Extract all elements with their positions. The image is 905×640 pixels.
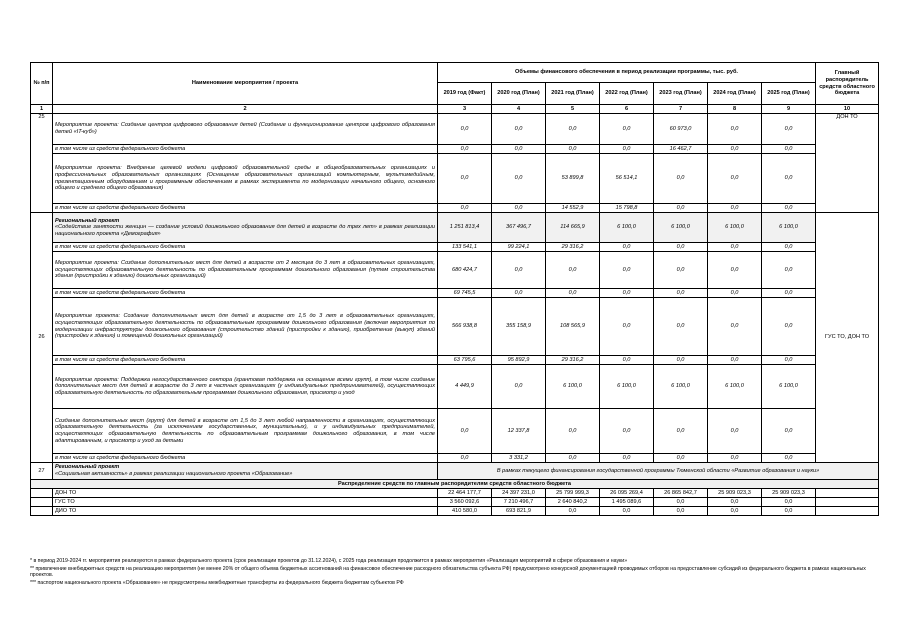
value-cell: 0,0 <box>654 289 708 298</box>
value-cell: 6 100,0 <box>762 365 816 409</box>
value-cell: 25 799 999,3 <box>546 489 600 498</box>
value-cell: 0,0 <box>600 298 654 356</box>
column-index: 1 <box>31 105 53 114</box>
value-cell: 99 224,1 <box>492 243 546 252</box>
value-cell: 0,0 <box>762 154 816 204</box>
value-cell: 12 337,8 <box>492 409 546 454</box>
value-cell: 693 821,9 <box>492 507 546 516</box>
value-cell: 0,0 <box>492 114 546 145</box>
value-cell: 410 580,0 <box>438 507 492 516</box>
value-cell: 56 514,1 <box>600 154 654 204</box>
value-cell: 6 100,0 <box>762 213 816 243</box>
owner-name: ДОН ТО <box>53 489 438 498</box>
value-cell: 0,0 <box>600 507 654 516</box>
value-cell: 0,0 <box>600 145 654 154</box>
table-row <box>31 498 879 507</box>
value-cell: 0,0 <box>762 252 816 289</box>
table-row <box>31 154 879 204</box>
table-row <box>31 356 879 365</box>
value-cell: 0,0 <box>762 498 816 507</box>
value-cell: 0,0 <box>762 409 816 454</box>
table-row <box>31 114 879 145</box>
row-description: Мероприятие проекта: Создание центров цифрового образования детей (Создание и функционирование центров цифрового образования детей «IT-куб») <box>53 114 438 145</box>
value-cell: 0,0 <box>546 145 600 154</box>
value-cell: 133 541,1 <box>438 243 492 252</box>
value-cell: 0,0 <box>762 507 816 516</box>
row-number: 26 <box>31 213 53 463</box>
value-cell: 6 100,0 <box>708 365 762 409</box>
value-cell: 1 251 813,4 <box>438 213 492 243</box>
value-cell: 95 892,9 <box>492 356 546 365</box>
value-cell: 0,0 <box>708 145 762 154</box>
table-row <box>31 213 879 243</box>
column-index: 4 <box>492 105 546 114</box>
value-cell: 15 798,8 <box>600 204 654 213</box>
row-description: в том числе из средств федерального бюджета <box>53 356 438 365</box>
project-title: Региональный проект <box>55 464 120 471</box>
column-index: 5 <box>546 105 600 114</box>
value-cell: 0,0 <box>492 145 546 154</box>
value-cell: 0,0 <box>654 252 708 289</box>
table-row <box>31 298 879 356</box>
table-row <box>31 454 879 463</box>
project-title: Региональный проект <box>55 217 120 224</box>
value-cell: 14 552,9 <box>546 204 600 213</box>
distribution-title: Распределение средств по главным распорядителям средств областного бюджета <box>31 480 879 489</box>
footnote: * в период 2019-2024 гг. мероприятия реализуются в рамках федерального проекта (срок реализации проектов до 31.12.2024), с 2025 года реализация продолжится в рамках мероприятия «Реализация мероприятий в сфере образования и науки» <box>30 558 628 564</box>
value-cell: 0,0 <box>492 289 546 298</box>
column-index: 3 <box>438 105 492 114</box>
table-row <box>31 409 879 454</box>
value-cell: 0,0 <box>600 114 654 145</box>
value-cell: 355 158,9 <box>492 298 546 356</box>
header-year: 2023 год (План) <box>654 83 708 105</box>
value-cell: 0,0 <box>708 154 762 204</box>
value-cell: 0,0 <box>762 289 816 298</box>
table-row <box>31 204 879 213</box>
value-cell: 0,0 <box>600 252 654 289</box>
value-cell: 0,0 <box>546 252 600 289</box>
owner-cell: ГУС ТО, ДОН ТО <box>816 213 879 463</box>
row-number: 25 <box>31 114 53 213</box>
value-cell: 0,0 <box>600 409 654 454</box>
value-cell: 0,0 <box>708 356 762 365</box>
value-cell: 0,0 <box>492 252 546 289</box>
value-cell: 0,0 <box>654 356 708 365</box>
blank-cell <box>31 489 53 498</box>
table-row <box>31 289 879 298</box>
value-cell: 0,0 <box>708 289 762 298</box>
table-row <box>31 463 879 480</box>
value-cell: 0,0 <box>762 243 816 252</box>
value-cell: 0,0 <box>438 204 492 213</box>
value-cell: 0,0 <box>546 409 600 454</box>
column-index: 9 <box>762 105 816 114</box>
value-cell: 4 449,9 <box>438 365 492 409</box>
blank-cell <box>816 498 879 507</box>
value-cell: 0,0 <box>708 498 762 507</box>
value-cell: 0,0 <box>654 154 708 204</box>
table-row <box>31 365 879 409</box>
value-cell: 108 565,9 <box>546 298 600 356</box>
value-cell: 0,0 <box>546 507 600 516</box>
table-row <box>31 252 879 289</box>
value-cell: 53 899,8 <box>546 154 600 204</box>
value-cell: 3 560 092,6 <box>438 498 492 507</box>
value-cell: 566 938,8 <box>438 298 492 356</box>
value-cell: 25 909 023,3 <box>762 489 816 498</box>
footnote: *** паспортом национального проекта «Образование» не предусмотрены межбюджетные трансферты из федерального бюджета бюджетам субъектов РФ <box>30 579 404 586</box>
row-description: в том числе из средств федерального бюджета <box>53 289 438 298</box>
value-cell: 680 424,7 <box>438 252 492 289</box>
value-cell: 0,0 <box>654 243 708 252</box>
value-cell: 367 496,7 <box>492 213 546 243</box>
value-cell: 25 909 023,3 <box>708 489 762 498</box>
value-cell: 0,0 <box>654 454 708 463</box>
value-cell: 0,0 <box>708 204 762 213</box>
value-cell: 6 100,0 <box>600 213 654 243</box>
header-year: 2022 год (План) <box>600 83 654 105</box>
footnote: ** привлечение внебюджетных средств на реализацию мероприятия (не менее 20% от общего объема бюджетных ассигнований на финансовое обеспечение расходного обязательства субъекта РФ) предусмотрено конкурсной документацией проводимых отборов на предоставление субсидий из федерального бюджета в рамках национальных проектов. <box>30 565 866 579</box>
value-cell: 0,0 <box>762 298 816 356</box>
column-index: 6 <box>600 105 654 114</box>
value-cell: 0,0 <box>654 204 708 213</box>
value-cell: 0,0 <box>546 289 600 298</box>
value-cell: 69 745,5 <box>438 289 492 298</box>
value-cell: 114 665,9 <box>546 213 600 243</box>
value-cell: 6 100,0 <box>708 213 762 243</box>
project-description <box>53 213 438 243</box>
value-cell: 2 640 840,2 <box>546 498 600 507</box>
value-cell: 0,0 <box>438 154 492 204</box>
header-financing-group: Объемы финансового обеспечения в период реализации программы, тыс. руб. <box>438 63 816 83</box>
row-description: в том числе из средств федерального бюджета <box>53 454 438 463</box>
value-cell: 0,0 <box>438 409 492 454</box>
project-text: «Социальная активность» в рамках реализации национального проекта «Образование» <box>55 471 293 477</box>
owner-name: ГУС ТО <box>53 498 438 507</box>
row-description: в том числе из средств федерального бюджета <box>53 243 438 252</box>
column-index: 7 <box>654 105 708 114</box>
value-cell: 6 100,0 <box>654 213 708 243</box>
value-cell: 0,0 <box>654 507 708 516</box>
value-cell: 0,0 <box>762 454 816 463</box>
value-cell: 29 316,2 <box>546 356 600 365</box>
value-cell: 0,0 <box>708 243 762 252</box>
value-cell: 60 973,0 <box>654 114 708 145</box>
value-cell: 0,0 <box>762 145 816 154</box>
row-description: Мероприятие проекта: Поддержка негосударственного сектора (грантовая поддержка на оснащение всеми групп), в том числе создание дополнительных мест для детей в возрасте до 3 лет в частных организациях (у индивидуальных предпринимателей), осуществляющих образовательную деятельность по образовательным программам дошкольного образования, присмотр и уход <box>53 365 438 409</box>
column-index: 2 <box>53 105 438 114</box>
header-year: 2019 год (Факт) <box>438 83 492 105</box>
value-cell: 0,0 <box>708 409 762 454</box>
header-owner: Главный распорядитель средств областного бюджета <box>816 63 879 105</box>
value-cell: 0,0 <box>762 114 816 145</box>
value-cell: 0,0 <box>600 243 654 252</box>
value-cell: 0,0 <box>762 356 816 365</box>
value-cell: 26 865 842,7 <box>654 489 708 498</box>
header-name: Наименование мероприятия / проекта <box>53 63 438 105</box>
value-cell: 0,0 <box>708 507 762 516</box>
header-num: № п/п <box>31 63 53 105</box>
row-description: Мероприятие проекта: Внедрение целевой модели цифровой образовательной среды в общеобразовательных организациях и профессиональных образовательных организациях (Оснащение образовательных организаций компьютерным, мультимедийным, презентационным оборудованием и программным обеспечением в рамках эксперимента по модернизации начального общего, основного общего и среднего общего образования) <box>53 154 438 204</box>
table-row <box>31 480 879 489</box>
value-cell: 24 397 231,0 <box>492 489 546 498</box>
owner-cell: ДОН ТО <box>816 114 879 213</box>
project-text: «Содействие занятости женщин — создание условий дошкольного образования для детей в возрасте до трех лет» в рамках реализации национального проекта «Демография» <box>55 224 435 237</box>
column-index: 8 <box>708 105 762 114</box>
header-year: 2021 год (План) <box>546 83 600 105</box>
value-cell: 6 100,0 <box>654 365 708 409</box>
row-description: Мероприятие проекта: Создание дополнительных мест для детей в возрасте от 1,5 до 3 лет в образовательных организациях, осуществляющих образовательную деятельность по образовательным программам дошкольного образования (включая мероприятия по модернизации инфраструктуры дошкольного образования (строительство зданий (пристройки к зданию), приобретение (выкуп) зданий (пристройки к зданию) и помещений дошкольных организаций) <box>53 298 438 356</box>
value-cell: 26 095 269,4 <box>600 489 654 498</box>
value-cell: 7 210 496,7 <box>492 498 546 507</box>
value-cell: 0,0 <box>708 454 762 463</box>
value-cell: 0,0 <box>708 298 762 356</box>
value-cell: 0,0 <box>600 454 654 463</box>
table-row <box>31 243 879 252</box>
value-cell: 16 462,7 <box>654 145 708 154</box>
project-description <box>53 463 438 480</box>
blank-cell <box>31 507 53 516</box>
value-cell: 6 100,0 <box>546 365 600 409</box>
value-cell: 1 495 089,6 <box>600 498 654 507</box>
header-year: 2024 год (План) <box>708 83 762 105</box>
financing-table <box>30 62 879 516</box>
value-cell: 0,0 <box>492 365 546 409</box>
row-description: в том числе из средств федерального бюджета <box>53 204 438 213</box>
value-cell: 0,0 <box>708 252 762 289</box>
value-cell: 63 795,6 <box>438 356 492 365</box>
row-description: Создание дополнительных мест (групп) для детей в возрасте от 1,5 до 3 лет любой направленности в организациях, осуществляющих образовательную деятельность (за исключением государственных, муниципальных), и у индивидуальных предпринимателей, осуществляющих образовательную деятельность по образовательным программам дошкольного образования, в том числе адаптированным, и присмотр и уход за детьми <box>53 409 438 454</box>
value-cell: 22 464 177,7 <box>438 489 492 498</box>
header-year: 2025 год (План) <box>762 83 816 105</box>
row-description: Мероприятие проекта: Создание дополнительных мест для детей в возрасте от 2 месяцев до 3 лет в образовательных организациях, осуществляющих образовательную деятельность по образовательным программам дошкольного образования (путем строительства здания (пристройки к зданию) дошкольных организаций) <box>53 252 438 289</box>
value-cell: 0,0 <box>654 409 708 454</box>
value-cell: 0,0 <box>438 114 492 145</box>
table-row <box>31 145 879 154</box>
owner-name: ДИО ТО <box>53 507 438 516</box>
header-year: 2020 год (План) <box>492 83 546 105</box>
table-row <box>31 507 879 516</box>
value-cell: 0,0 <box>654 298 708 356</box>
value-cell: 0,0 <box>546 454 600 463</box>
project-note: В рамках текущего финансирования государственной программы Тюменской области «Развитие образования и науки» <box>438 463 879 480</box>
financing-table-sheet <box>30 62 878 516</box>
value-cell: 0,0 <box>600 289 654 298</box>
blank-cell <box>31 498 53 507</box>
blank-cell <box>816 489 879 498</box>
row-description: в том числе из средств федерального бюджета <box>53 145 438 154</box>
value-cell: 0,0 <box>546 114 600 145</box>
blank-cell <box>816 507 879 516</box>
value-cell: 0,0 <box>708 114 762 145</box>
value-cell: 0,0 <box>438 454 492 463</box>
value-cell: 29 316,2 <box>546 243 600 252</box>
table-row <box>31 489 879 498</box>
value-cell: 0,0 <box>600 356 654 365</box>
footnotes <box>30 558 878 587</box>
value-cell: 6 100,0 <box>600 365 654 409</box>
value-cell: 0,0 <box>492 154 546 204</box>
row-number: 27 <box>31 463 53 480</box>
value-cell: 0,0 <box>438 145 492 154</box>
column-index: 10 <box>816 105 879 114</box>
value-cell: 3 331,2 <box>492 454 546 463</box>
value-cell: 0,0 <box>762 204 816 213</box>
value-cell: 0,0 <box>492 204 546 213</box>
value-cell: 0,0 <box>654 498 708 507</box>
